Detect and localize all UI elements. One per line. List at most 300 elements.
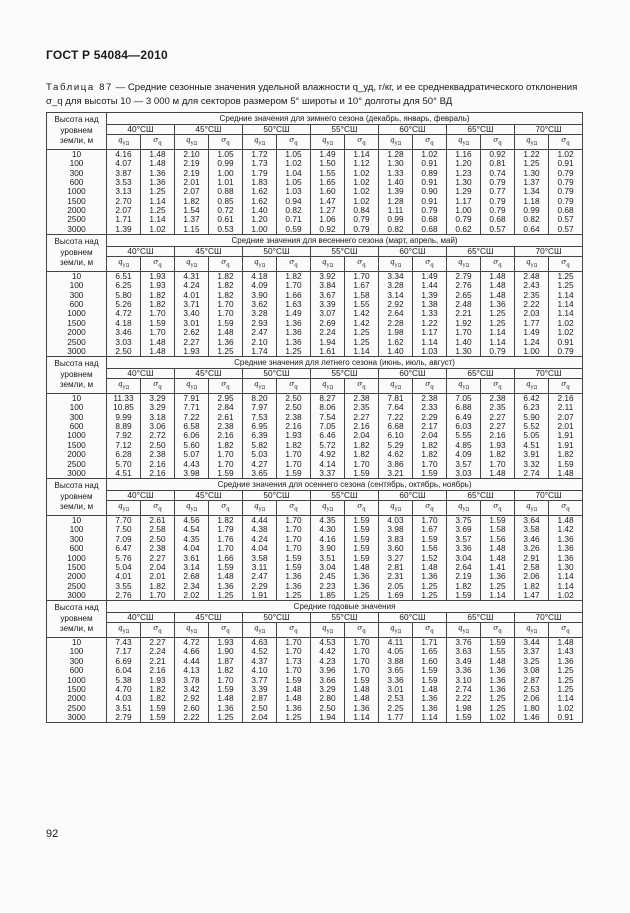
value-cell: 1.70 [345,647,379,656]
table-row [47,637,583,647]
sigma-letter: σ [425,379,431,389]
q-subscript: уд [258,384,266,391]
value-cell: 1.59 [345,535,379,544]
height-cell: 2000 [47,450,107,459]
value-cell: 1.48 [481,544,515,553]
value-cell: 1.36 [481,300,515,309]
symbol-header-row [47,379,583,393]
height-cell: 2000 [47,328,107,337]
value-cell: 1.70 [345,637,379,647]
q-symbol [243,623,277,637]
height-cell: 1500 [47,685,107,694]
latitude-header: 70°СШ [515,490,583,501]
sigma-letter: σ [493,135,499,145]
value-cell: 3.03 [107,337,141,346]
sigma-symbol [209,135,243,149]
value-cell: 3.69 [447,525,481,534]
value-cell: 0.85 [209,197,243,206]
value-cell: 4.30 [311,525,345,534]
q-subscript: уд [462,628,470,635]
value-cell: 4.52 [243,647,277,656]
value-cell: 0.62 [447,225,481,235]
latitude-header: 70°СШ [515,368,583,379]
value-cell: 3.37 [311,469,345,479]
height-cell: 300 [47,290,107,299]
value-cell: 1.48 [481,271,515,281]
sigma-subscript: q [362,140,366,147]
value-cell: 3.57 [447,459,481,468]
q-subscript: уд [326,262,334,269]
value-cell: 5.26 [107,300,141,309]
height-column-header: Высота над уровнем земли, м [47,235,107,272]
value-cell: 0.79 [447,215,481,224]
value-cell: 0.94 [277,197,311,206]
value-cell: 1.38 [413,300,447,309]
value-cell: 1.93 [141,675,175,684]
value-cell: 1.36 [345,704,379,713]
value-cell: 2.10 [175,149,209,159]
height-cell: 2500 [47,459,107,468]
value-cell: 2.16 [209,431,243,440]
value-cell: 7.70 [107,515,141,525]
table-row [47,337,583,346]
table-row [47,347,583,357]
value-cell: 4.01 [175,290,209,299]
value-cell: 8.20 [243,393,277,403]
value-cell: 1.82 [481,450,515,459]
sigma-symbol [549,501,583,515]
table-row [47,666,583,675]
height-cell: 300 [47,535,107,544]
q-subscript: уд [394,506,402,513]
table-row [47,393,583,403]
value-cell: 1.25 [277,347,311,357]
sigma-letter: σ [289,379,295,389]
value-cell: 7.64 [379,403,413,412]
value-cell: 1.49 [413,271,447,281]
value-cell: 1.16 [447,149,481,159]
latitude-header: 70°СШ [515,612,583,623]
height-cell: 100 [47,281,107,290]
q-letter: q [253,379,259,389]
sigma-subscript: q [362,262,366,269]
season-title-row [47,479,583,491]
latitude-header: 50°СШ [243,490,311,501]
value-cell: 3.40 [175,309,209,318]
value-cell: 2.50 [107,347,141,357]
value-cell: 1.04 [277,168,311,177]
q-subscript: уд [258,262,266,269]
height-cell: 2000 [47,206,107,215]
height-cell: 1000 [47,431,107,440]
value-cell: 1.70 [345,459,379,468]
sigma-letter: σ [493,379,499,389]
q-subscript: уд [258,628,266,635]
value-cell: 3.29 [141,403,175,412]
value-cell: 2.07 [107,206,141,215]
table-caption [46,81,586,108]
value-cell: 2.76 [107,591,141,601]
value-cell: 1.82 [209,666,243,675]
value-cell: 1.82 [447,582,481,591]
height-cell: 3000 [47,347,107,357]
value-cell: 0.82 [379,225,413,235]
height-cell: 100 [47,525,107,534]
q-letter: q [389,501,395,511]
value-cell: 6.46 [311,431,345,440]
value-cell: 4.16 [311,535,345,544]
value-cell: 5.82 [243,441,277,450]
height-cell: 600 [47,300,107,309]
value-cell: 3.90 [311,544,345,553]
value-cell: 1.59 [447,591,481,601]
value-cell: 3.39 [311,300,345,309]
value-cell: 1.93 [209,637,243,647]
value-cell: 3.84 [311,281,345,290]
sigma-subscript: q [498,140,502,147]
value-cell: 1.62 [243,187,277,196]
value-cell: 5.80 [107,290,141,299]
value-cell: 1.36 [277,337,311,346]
value-cell: 2.35 [481,403,515,412]
q-symbol [311,379,345,393]
value-cell: 0.79 [481,197,515,206]
value-cell: 1.70 [209,309,243,318]
value-cell: 0.79 [549,197,583,206]
value-cell: 1.70 [277,459,311,468]
value-cell: 5.03 [243,450,277,459]
value-cell: 0.68 [549,206,583,215]
latitude-header: 65°СШ [447,612,515,623]
sigma-subscript: q [430,384,434,391]
latitude-header-row [47,490,583,501]
q-symbol [447,135,481,149]
value-cell: 2.02 [175,591,209,601]
value-cell: 1.65 [413,647,447,656]
height-cell: 10 [47,149,107,159]
value-cell: 1.80 [515,704,549,713]
height-column-header: Высота над уровнем земли, м [47,357,107,394]
latitude-header: 55°СШ [311,490,379,501]
table-row [47,469,583,479]
sigma-subscript: q [158,628,162,635]
value-cell: 2.72 [141,431,175,440]
value-cell: 5.07 [175,450,209,459]
value-cell: 5.60 [175,441,209,450]
sigma-letter: σ [221,379,227,389]
value-cell: 1.25 [345,328,379,337]
value-cell: 4.18 [107,319,141,328]
sigma-subscript: q [226,140,230,147]
height-cell: 10 [47,637,107,647]
value-cell: 2.92 [175,694,209,703]
table-row [47,694,583,703]
value-cell: 3.61 [175,553,209,562]
value-cell: 1.03 [277,187,311,196]
latitude-header: 45°СШ [175,124,243,135]
q-letter: q [321,379,327,389]
latitude-header-row [47,246,583,257]
value-cell: 1.14 [345,149,379,159]
value-cell: 1.25 [549,666,583,675]
q-letter: q [525,623,531,633]
value-cell: 0.82 [277,206,311,215]
value-cell: 1.37 [515,178,549,187]
value-cell: 2.07 [175,187,209,196]
value-cell: 0.92 [481,149,515,159]
value-cell: 1.58 [481,525,515,534]
value-cell: 6.03 [447,422,481,431]
value-cell: 1.82 [175,197,209,206]
sigma-subscript: q [226,262,230,269]
value-cell: 1.73 [277,657,311,666]
table-row [47,309,583,318]
sigma-subscript: q [294,628,298,635]
value-cell: 3.58 [515,525,549,534]
value-cell: 2.19 [447,572,481,581]
value-cell: 0.92 [311,225,345,235]
value-cell: 1.25 [481,582,515,591]
q-subscript: уд [190,506,198,513]
latitude-header: 65°СШ [447,124,515,135]
value-cell: 1.36 [277,704,311,713]
value-cell: 1.74 [243,347,277,357]
value-cell: 1.82 [515,582,549,591]
value-cell: 0.79 [481,206,515,215]
sigma-letter: σ [289,257,295,267]
value-cell: 1.77 [379,713,413,723]
q-subscript: уд [122,262,130,269]
value-cell: 1.70 [141,309,175,318]
value-cell: 1.02 [141,225,175,235]
table-row [47,657,583,666]
value-cell: 1.82 [413,441,447,450]
table-row [47,572,583,581]
value-cell: 1.34 [515,187,549,196]
table-row [47,319,583,328]
value-cell: 1.70 [277,281,311,290]
value-cell: 3.66 [311,675,345,684]
value-cell: 1.25 [209,591,243,601]
value-cell: 0.99 [379,215,413,224]
value-cell: 1.83 [243,178,277,187]
q-symbol [175,501,209,515]
latitude-header: 60°СШ [379,368,447,379]
q-letter: q [525,501,531,511]
value-cell: 1.94 [311,337,345,346]
sigma-symbol [413,379,447,393]
value-cell: 7.54 [311,413,345,422]
value-cell: 4.35 [175,535,209,544]
sigma-letter: σ [221,501,227,511]
sigma-letter: σ [561,379,567,389]
value-cell: 3.32 [515,459,549,468]
value-cell: 1.73 [243,159,277,168]
value-cell: 1.59 [141,713,175,723]
q-subscript: уд [258,140,266,147]
value-cell: 1.48 [141,347,175,357]
latitude-header: 45°СШ [175,490,243,501]
value-cell: 3.46 [107,328,141,337]
height-cell: 3000 [47,225,107,235]
value-cell: 0.79 [549,187,583,196]
q-letter: q [457,135,463,145]
value-cell: 4.13 [175,666,209,675]
value-cell: 1.30 [515,168,549,177]
value-cell: 1.25 [481,319,515,328]
value-cell: 1.36 [209,582,243,591]
value-cell: 1.79 [243,168,277,177]
value-cell: 1.70 [209,544,243,553]
value-cell: 3.71 [175,300,209,309]
sigma-symbol [345,623,379,637]
season-title-row [47,357,583,369]
sigma-symbol [481,501,515,515]
value-cell: 1.82 [209,515,243,525]
value-cell: 2.76 [447,281,481,290]
value-cell: 1.36 [277,328,311,337]
value-cell: 0.59 [277,225,311,235]
q-letter: q [389,379,395,389]
q-subscript: уд [190,384,198,391]
value-cell: 0.90 [413,187,447,196]
q-symbol [515,379,549,393]
value-cell: 0.79 [549,178,583,187]
value-cell: 1.90 [209,647,243,656]
sigma-subscript: q [294,384,298,391]
sigma-letter: σ [153,501,159,511]
value-cell: 1.39 [379,187,413,196]
sigma-subscript: q [566,262,570,269]
q-symbol [447,623,481,637]
sigma-symbol [209,257,243,271]
value-cell: 0.91 [413,178,447,187]
value-cell: 3.51 [311,553,345,562]
value-cell: 4.42 [311,647,345,656]
value-cell: 7.92 [107,431,141,440]
value-cell: 1.36 [481,572,515,581]
value-cell: 1.36 [209,337,243,346]
sigma-subscript: q [294,140,298,147]
height-cell: 2500 [47,582,107,591]
value-cell: 1.48 [481,281,515,290]
value-cell: 3.76 [447,637,481,647]
q-letter: q [117,135,123,145]
value-cell: 1.59 [209,319,243,328]
q-subscript: уд [122,506,130,513]
sigma-letter: σ [357,501,363,511]
value-cell: 1.52 [413,553,447,562]
value-cell: 4.11 [379,637,413,647]
value-cell: 5.29 [379,441,413,450]
value-cell: 2.16 [277,422,311,431]
height-cell: 2000 [47,694,107,703]
value-cell: 1.40 [379,347,413,357]
value-cell: 4.62 [379,450,413,459]
sigma-subscript: q [430,262,434,269]
value-cell: 1.59 [345,525,379,534]
value-cell: 1.60 [311,187,345,196]
value-cell: 1.14 [481,337,515,346]
value-cell: 4.44 [175,657,209,666]
height-cell: 2500 [47,337,107,346]
value-cell: 0.74 [481,168,515,177]
table-row [47,300,583,309]
value-cell: 0.89 [413,168,447,177]
value-cell: 4.24 [175,281,209,290]
value-cell: 0.57 [481,225,515,235]
value-cell: 1.25 [413,591,447,601]
value-cell: 3.07 [311,309,345,318]
value-cell: 1.12 [345,159,379,168]
sigma-subscript: q [226,384,230,391]
table-row [47,413,583,422]
table-row [47,403,583,412]
value-cell: 2.79 [107,713,141,723]
value-cell: 1.14 [549,290,583,299]
value-cell: 3.08 [515,666,549,675]
value-cell: 1.41 [481,563,515,572]
value-cell: 1.59 [141,704,175,713]
value-cell: 4.24 [243,535,277,544]
value-cell: 1.20 [447,159,481,168]
height-cell: 100 [47,403,107,412]
value-cell: 7.91 [175,393,209,403]
q-subscript: уд [530,262,538,269]
value-cell: 1.71 [107,215,141,224]
latitude-header: 45°СШ [175,612,243,623]
value-cell: 3.29 [141,393,175,403]
value-cell: 2.06 [515,572,549,581]
value-cell: 7.17 [107,647,141,656]
value-cell: 2.69 [311,319,345,328]
value-cell: 7.97 [243,403,277,412]
value-cell: 1.02 [481,713,515,723]
q-symbol [175,623,209,637]
value-cell: 3.26 [515,544,549,553]
value-cell: 1.93 [481,441,515,450]
q-symbol [107,257,141,271]
q-subscript: уд [122,140,130,147]
value-cell: 1.59 [413,535,447,544]
latitude-header: 60°СШ [379,124,447,135]
value-cell: 4.27 [243,459,277,468]
value-cell: 3.27 [379,553,413,562]
value-cell: 2.03 [515,309,549,318]
height-cell: 1500 [47,563,107,572]
latitude-header: 55°СШ [311,612,379,623]
q-subscript: уд [326,506,334,513]
q-symbol [515,501,549,515]
value-cell: 1.82 [209,441,243,450]
q-symbol [243,135,277,149]
value-cell: 1.40 [447,337,481,346]
value-cell: 1.59 [345,515,379,525]
q-letter: q [253,257,259,267]
value-cell: 1.93 [175,347,209,357]
value-cell: 1.17 [413,328,447,337]
value-cell: 4.03 [107,694,141,703]
value-cell: 3.44 [515,637,549,647]
value-cell: 2.84 [209,403,243,412]
value-cell: 2.19 [175,168,209,177]
sigma-symbol [413,623,447,637]
value-cell: 4.54 [175,525,209,534]
value-cell: 1.70 [277,450,311,459]
value-cell: 4.72 [175,637,209,647]
q-letter: q [253,623,259,633]
value-cell: 1.25 [209,347,243,357]
